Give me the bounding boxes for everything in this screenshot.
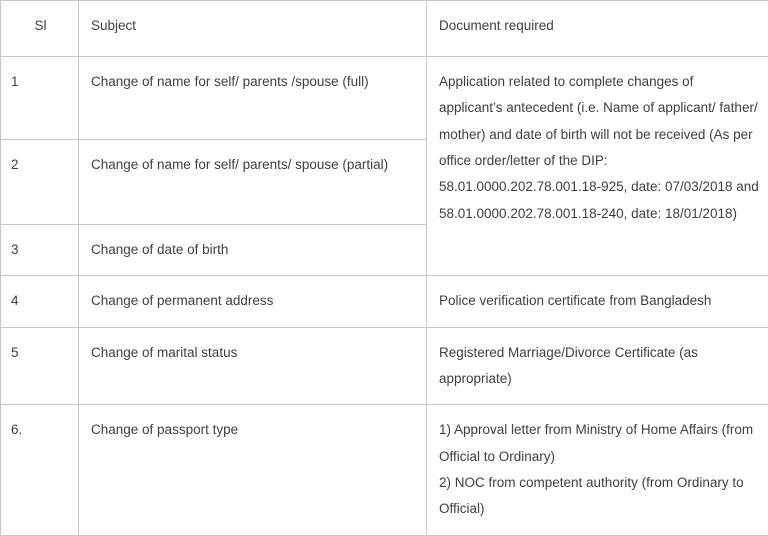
column-header-subject: Subject xyxy=(79,1,427,57)
cell-sl: 5 xyxy=(1,327,79,405)
cell-document xyxy=(427,405,768,535)
cell-document-merged: Application related to complete changes of applicant’s antecedent (i.e. Name of applicant/ father/ mother) and date of birth will not be received (As per office order/letter of the DIP: 58.01.0000.202.78.001.18-925, date: 07/03/2018 and 58.01.0000.202.78.001.18-240, date: 18/01/2018) xyxy=(427,57,768,276)
table-row xyxy=(1,405,768,535)
cell-subject: Change of name for self/ parents/ spouse (partial) xyxy=(79,140,427,225)
table-row xyxy=(1,276,768,327)
document-line: 2) NOC from competent authority (from Ordinary to Official) xyxy=(439,470,761,523)
cell-subject: Change of date of birth xyxy=(79,225,427,276)
table-header-row xyxy=(1,1,768,57)
cell-subject: Change of permanent address xyxy=(79,276,427,327)
cell-sl: 3 xyxy=(1,225,79,276)
cell-sl: 4 xyxy=(1,276,79,327)
cell-document: Police verification certificate from Bangladesh xyxy=(427,276,768,327)
table-body xyxy=(1,57,768,536)
cell-subject: Change of name for self/ parents /spouse (full) xyxy=(79,57,427,140)
cell-sl: 6. xyxy=(1,405,79,535)
table-header xyxy=(1,1,768,57)
cell-sl: 2 xyxy=(1,140,79,225)
document-line: 1) Approval letter from Ministry of Home Affairs (from Official to Ordinary) xyxy=(439,417,761,470)
column-header-document: Document required xyxy=(427,1,768,57)
cell-subject: Change of passport type xyxy=(79,405,427,535)
cell-subject: Change of marital status xyxy=(79,327,427,405)
table-row xyxy=(1,327,768,405)
cell-document: Registered Marriage/Divorce Certificate (as appropriate) xyxy=(427,327,768,405)
column-header-sl: Sl xyxy=(1,1,79,57)
cell-sl: 1 xyxy=(1,57,79,140)
table-row xyxy=(1,57,768,140)
